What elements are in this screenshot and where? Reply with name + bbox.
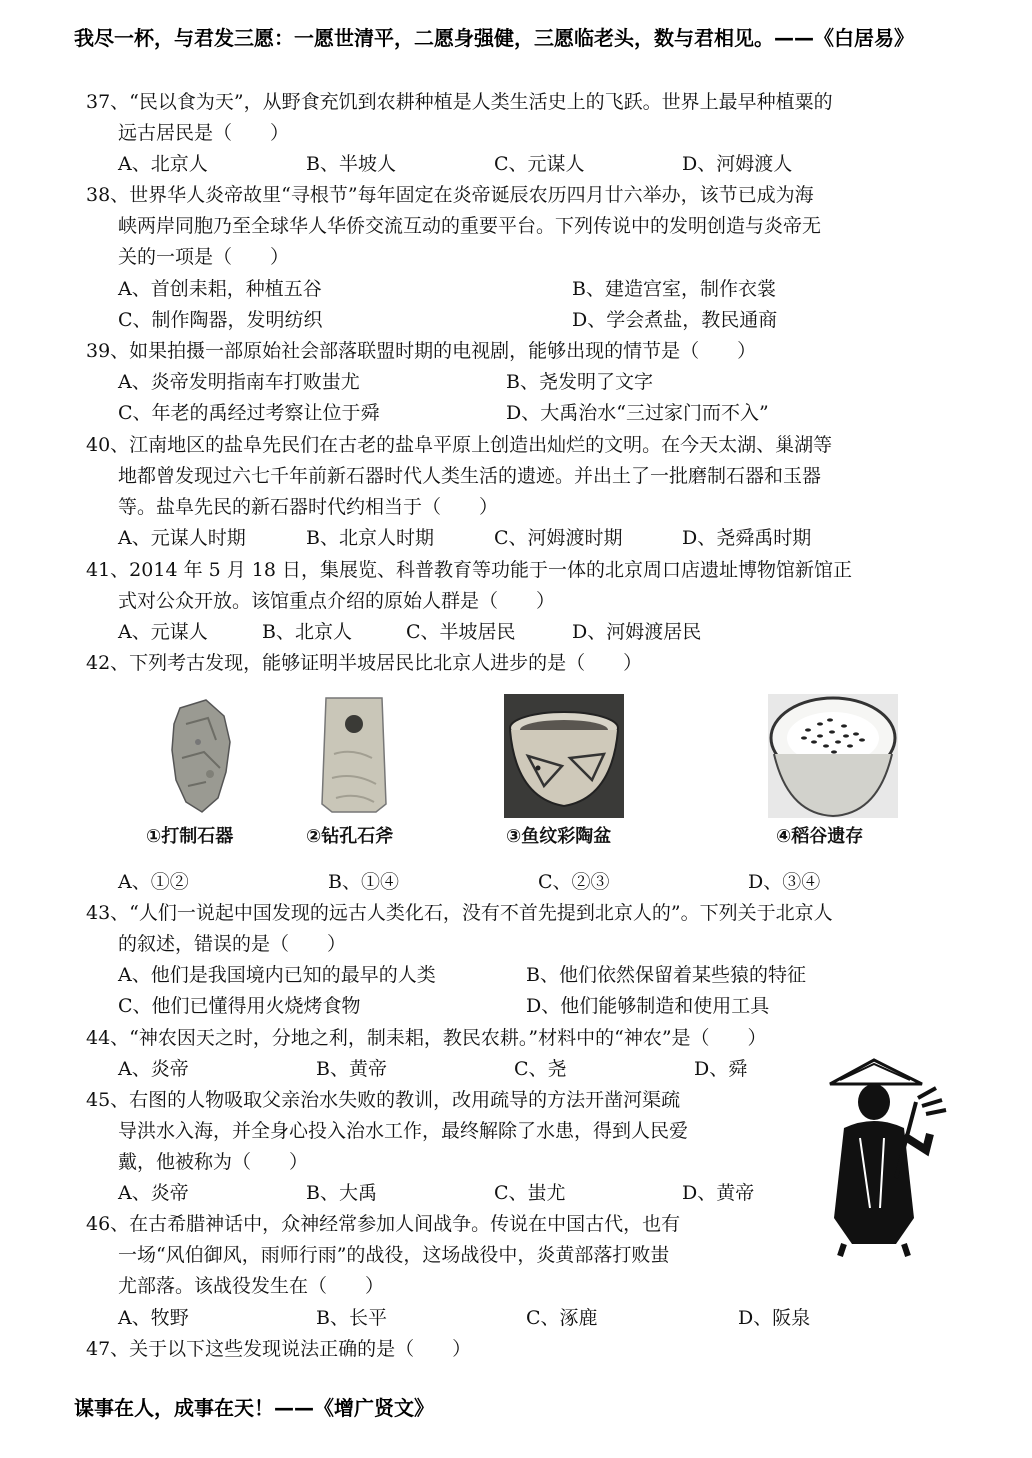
q41-stem-line1: 41、2014 年 5 月 18 日，集展览、科普教育等功能于一体的北京周口店遗址博物馆新馆正 bbox=[86, 559, 852, 581]
q40-option-a: A、元谋人时期 bbox=[118, 527, 246, 549]
q44-option-b: B、黄帝 bbox=[316, 1058, 387, 1080]
q45-stem-line2: 导洪水入海，并全身心投入治水工作，最终解除了水患，得到人民爱 bbox=[118, 1120, 689, 1142]
q45-stem-line1: 45、右图的人物吸取父亲治水失败的教训，改用疏导的方法开凿河渠疏 bbox=[86, 1089, 681, 1111]
q43-option-c: C、他们已懂得用火烧烤食物 bbox=[118, 995, 361, 1017]
caption-drilled-stone-axe: ②钻孔石斧 bbox=[306, 826, 394, 847]
q46-stem-line2: 一场“风伯御风，雨师行雨”的战役，这场战役中，炎黄部落打败蚩 bbox=[118, 1244, 670, 1266]
q46-option-b: B、长平 bbox=[316, 1307, 387, 1329]
q46-stem-line3: 尤部落。该战役发生在（ ） bbox=[118, 1275, 385, 1297]
q40-stem-line1: 40、江南地区的盐阜先民们在古老的盐阜平原上创造出灿烂的文明。在今天太湖、巢湖等 bbox=[86, 434, 833, 456]
q46-option-d: D、阪泉 bbox=[738, 1307, 811, 1329]
q45-option-b: B、大禹 bbox=[306, 1182, 377, 1204]
chipped-stone-tool-image bbox=[158, 694, 238, 818]
rice-remains-image bbox=[768, 694, 898, 818]
caption-rice-remains: ④稻谷遗存 bbox=[776, 826, 864, 847]
q37-option-c: C、元谋人 bbox=[494, 153, 585, 175]
q42-option-c: C、②③ bbox=[538, 871, 610, 893]
q45-option-c: C、蚩尤 bbox=[494, 1182, 566, 1204]
q38-option-c: C、制作陶器，发明纺织 bbox=[118, 309, 323, 331]
caption-pottery-basin: ③鱼纹彩陶盆 bbox=[506, 826, 612, 847]
q37-option-a: A、北京人 bbox=[118, 153, 208, 175]
q38-stem-line1: 38、世界华人炎帝故里“寻根节”每年固定在炎帝诞辰农历四月廿六举办，该节已成为海 bbox=[86, 184, 814, 206]
q44-option-c: C、尧 bbox=[514, 1058, 567, 1080]
q39-option-d: D、大禹治水“三过家门而不入” bbox=[506, 402, 769, 424]
q41-option-b: B、北京人 bbox=[262, 621, 352, 643]
da-yu-figure-image bbox=[800, 1058, 950, 1258]
q40-stem-line3: 等。盐阜先民的新石器时代约相当于（ ） bbox=[118, 496, 499, 518]
q37-option-d: D、河姆渡人 bbox=[682, 153, 793, 175]
q39-option-c: C、年老的禹经过考察让位于舜 bbox=[118, 402, 380, 424]
q41-stem-line2: 式对公众开放。该馆重点介绍的原始人群是（ ） bbox=[118, 590, 556, 612]
q45-stem-line3: 戴，他被称为（ ） bbox=[118, 1151, 309, 1173]
q42-option-d: D、③④ bbox=[748, 871, 821, 893]
q37-option-b: B、半坡人 bbox=[306, 153, 396, 175]
q38-option-d: D、学会煮盐，教民通商 bbox=[572, 309, 778, 331]
q46-option-c: C、涿鹿 bbox=[526, 1307, 598, 1329]
q39-option-b: B、尧发明了文字 bbox=[506, 371, 653, 393]
q44-option-d: D、舜 bbox=[694, 1058, 748, 1080]
header-quote: 我尽一杯，与君发三愿：一愿世清平，二愿身强健，三愿临老头，数与君相见。——《白居易》 bbox=[74, 26, 914, 50]
fish-pattern-pottery-basin-image bbox=[504, 694, 624, 818]
q37-stem-line2: 远古居民是（ ） bbox=[118, 122, 290, 144]
footer-quote: 谋事在人，成事在天！——《增广贤文》 bbox=[74, 1396, 434, 1420]
q41-option-a: A、元谋人 bbox=[118, 621, 208, 643]
q40-option-b: B、北京人时期 bbox=[306, 527, 434, 549]
q37-stem-line1: 37、“民以食为天”，从野食充饥到农耕种植是人类生活史上的飞跃。世界上最早种植粟的 bbox=[86, 91, 833, 113]
q43-option-d: D、他们能够制造和使用工具 bbox=[526, 995, 770, 1017]
q38-option-b: B、建造宫室，制作衣裳 bbox=[572, 278, 776, 300]
q38-option-a: A、首创耒耜，种植五谷 bbox=[118, 278, 322, 300]
q42-option-b: B、①④ bbox=[328, 871, 399, 893]
q40-option-c: C、河姆渡时期 bbox=[494, 527, 623, 549]
q39-stem-line1: 39、如果拍摄一部原始社会部落联盟时期的电视剧，能够出现的情节是（ ） bbox=[86, 340, 757, 362]
q40-option-d: D、尧舜禹时期 bbox=[682, 527, 812, 549]
q38-stem-line3: 关的一项是（ ） bbox=[118, 246, 290, 268]
q45-option-a: A、炎帝 bbox=[118, 1182, 189, 1204]
q41-option-c: C、半坡居民 bbox=[406, 621, 516, 643]
q47-stem-line1: 47、关于以下这些发现说法正确的是（ ） bbox=[86, 1338, 472, 1360]
q44-option-a: A、炎帝 bbox=[118, 1058, 189, 1080]
q43-stem-line2: 的叙述，错误的是（ ） bbox=[118, 933, 347, 955]
q46-stem-line1: 46、在古希腊神话中，众神经常参加人间战争。传说在中国古代，也有 bbox=[86, 1213, 681, 1235]
q39-option-a: A、炎帝发明指南车打败蚩尤 bbox=[118, 371, 360, 393]
q44-stem-line1: 44、“神农因天之时，分地之利，制耒耜，教民农耕。”材料中的“神农”是（ ） bbox=[86, 1027, 767, 1049]
q45-option-d: D、黄帝 bbox=[682, 1182, 755, 1204]
q40-stem-line2: 地都曾发现过六七千年前新石器时代人类生活的遗迹。并出土了一批磨制石器和玉器 bbox=[118, 465, 822, 487]
q43-stem-line1: 43、“人们一说起中国发现的远古人类化石，没有不首先提到北京人的”。下列关于北京人 bbox=[86, 902, 833, 924]
drilled-stone-axe-image bbox=[312, 694, 396, 818]
q43-option-b: B、他们依然保留着某些猿的特征 bbox=[526, 964, 806, 986]
q43-option-a: A、他们是我国境内已知的最早的人类 bbox=[118, 964, 436, 986]
q42-stem-line1: 42、下列考古发现，能够证明半坡居民比北京人进步的是（ ） bbox=[86, 652, 643, 674]
q41-option-d: D、河姆渡居民 bbox=[572, 621, 702, 643]
caption-chipped-stone-tool: ①打制石器 bbox=[146, 826, 234, 847]
q42-option-a: A、①② bbox=[118, 871, 189, 893]
q46-option-a: A、牧野 bbox=[118, 1307, 189, 1329]
q38-stem-line2: 峡两岸同胞乃至全球华人华侨交流互动的重要平台。下列传说中的发明创造与炎帝无 bbox=[118, 215, 822, 237]
